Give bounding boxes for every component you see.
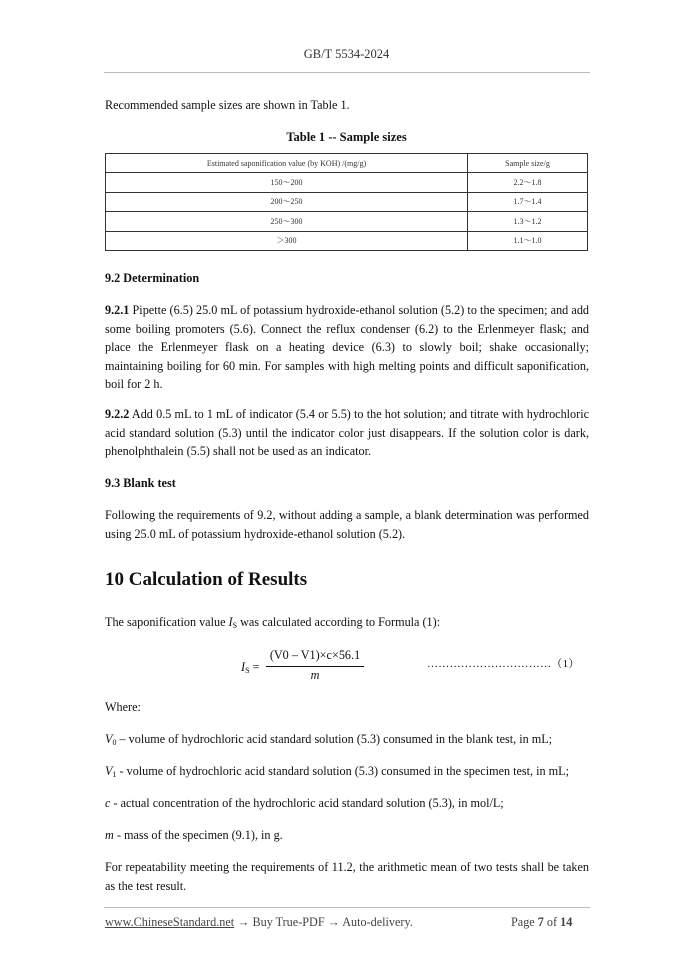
clause-number: 9.2.2	[105, 407, 130, 421]
symbol: I	[228, 615, 233, 629]
definition-text: – volume of hydrochloric acid standard solution (5.3) consumed in the blank test, in mL;	[116, 732, 553, 746]
page-number: 7	[537, 915, 544, 929]
footer-rule	[104, 907, 590, 908]
symbol: m	[105, 828, 114, 842]
formula-denominator: m	[310, 668, 320, 682]
table-caption: Table 1 -- Sample sizes	[286, 130, 407, 144]
table-cell: 200～250	[106, 192, 468, 211]
final-paragraph: For repeatability meeting the requirements of 11.2, the arithmetic mean of two tests shall be taken as the test result.	[105, 860, 589, 893]
table-row	[106, 173, 588, 192]
buy-link[interactable]: Buy True-PDF	[252, 915, 325, 929]
text-span: The saponification value	[105, 615, 229, 629]
footer-links	[105, 915, 413, 930]
column-header-sample-size: Sample size/g	[468, 154, 588, 173]
column-header-saponification: Estimated saponification value (by KOH) /(mg/g)	[106, 154, 468, 173]
page-total: 14	[560, 915, 573, 929]
symbol: V	[105, 764, 113, 778]
formula-numerator: (V0 – V1)×c×56.1	[269, 648, 361, 662]
delivery-text: Auto-delivery.	[342, 915, 413, 929]
calculation-intro	[105, 613, 589, 636]
definition-v0	[105, 730, 589, 753]
clause-text: Add 0.5 mL to 1 mL of indicator (5.4 or 5.5) to the hot solution; and titrate with hydrochloric acid standard solution (5.3) until the indicator color just disappears. If the solution color is dark, phenolphthalein (5.5) shall not be used as an indicator.	[105, 407, 589, 459]
clause-9-2-2	[105, 405, 589, 461]
symbol-subscript: S	[232, 621, 238, 630]
table-cell: 250～300	[106, 212, 468, 231]
table-row	[106, 192, 588, 211]
page-word: Page	[511, 915, 538, 929]
header-rule	[104, 72, 590, 73]
table-header-row	[106, 154, 588, 173]
formula-number: ……………………………（1）	[427, 658, 580, 670]
symbol-subscript: 1	[112, 770, 117, 779]
equals-sign: =	[249, 660, 260, 674]
table-row	[106, 231, 588, 250]
table-cell: 2.2～1.8	[468, 173, 588, 192]
section-10-heading: 10 Calculation of Results	[105, 569, 308, 590]
lhs-symbol: I	[241, 660, 246, 674]
blank-test-text: Following the requirements of 9.2, without adding a sample, a blank determination was performed using 25.0 mL of potassium hydroxide-ethanol solution (5.2).	[105, 508, 589, 541]
fraction-bar	[266, 666, 364, 667]
symbol: V	[105, 732, 113, 746]
table-cell: ＞300	[106, 231, 468, 250]
section-9-2-heading: 9.2 Determination	[105, 271, 200, 285]
of-word: of	[543, 915, 561, 929]
sample-size-table	[105, 153, 588, 251]
where-label: Where:	[105, 700, 141, 714]
table-cell: 1.1～1.0	[468, 231, 588, 250]
symbol-subscript: 0	[112, 738, 117, 747]
definition-c	[105, 794, 589, 813]
table-row	[106, 212, 588, 231]
symbol: c	[105, 796, 111, 810]
definition-m	[105, 826, 589, 845]
text-span: was calculated according to Formula (1):	[237, 615, 441, 629]
definition-text: - mass of the specimen (9.1), in g.	[113, 828, 283, 842]
document-header: GB/T 5534-2024	[303, 47, 390, 61]
formula-fraction	[266, 648, 364, 683]
clause-9-2-1	[105, 301, 589, 394]
page-indicator	[511, 915, 572, 930]
definition-text: - volume of hydrochloric acid standard solution (5.3) consumed in the specimen test, in mL;	[116, 764, 569, 778]
clause-text: Pipette (6.5) 25.0 mL of potassium hydroxide-ethanol solution (5.2) to the specimen; and add some boiling promoters (5.6). Connect the reflux condenser (6.2) to the Erlenmeyer flask; and place the Erlenmeyer flask on a heating device (6.3) to slowly boil; shake occasionally; maintaining boiling for 60 min. For samples with high melting points and difficult saponification, boil for 2 h.	[105, 303, 590, 392]
table-cell: 150～200	[106, 173, 468, 192]
site-link[interactable]: www.ChineseStandard.net	[105, 915, 235, 929]
clause-number: 9.2.1	[105, 303, 130, 317]
arrow-icon: →	[324, 915, 343, 929]
table-cell: 1.3～1.2	[468, 212, 588, 231]
table-cell: 1.7～1.4	[468, 192, 588, 211]
section-9-3-heading: 9.3 Blank test	[105, 476, 176, 490]
definition-text: - actual concentration of the hydrochloric acid standard solution (5.3), in mol/L;	[110, 796, 504, 810]
definition-v1	[105, 762, 589, 785]
lhs-subscript: S	[245, 666, 250, 675]
intro-text: Recommended sample sizes are shown in Table 1.	[105, 98, 350, 112]
arrow-icon: →	[234, 915, 253, 929]
formula-lhs	[241, 660, 259, 675]
